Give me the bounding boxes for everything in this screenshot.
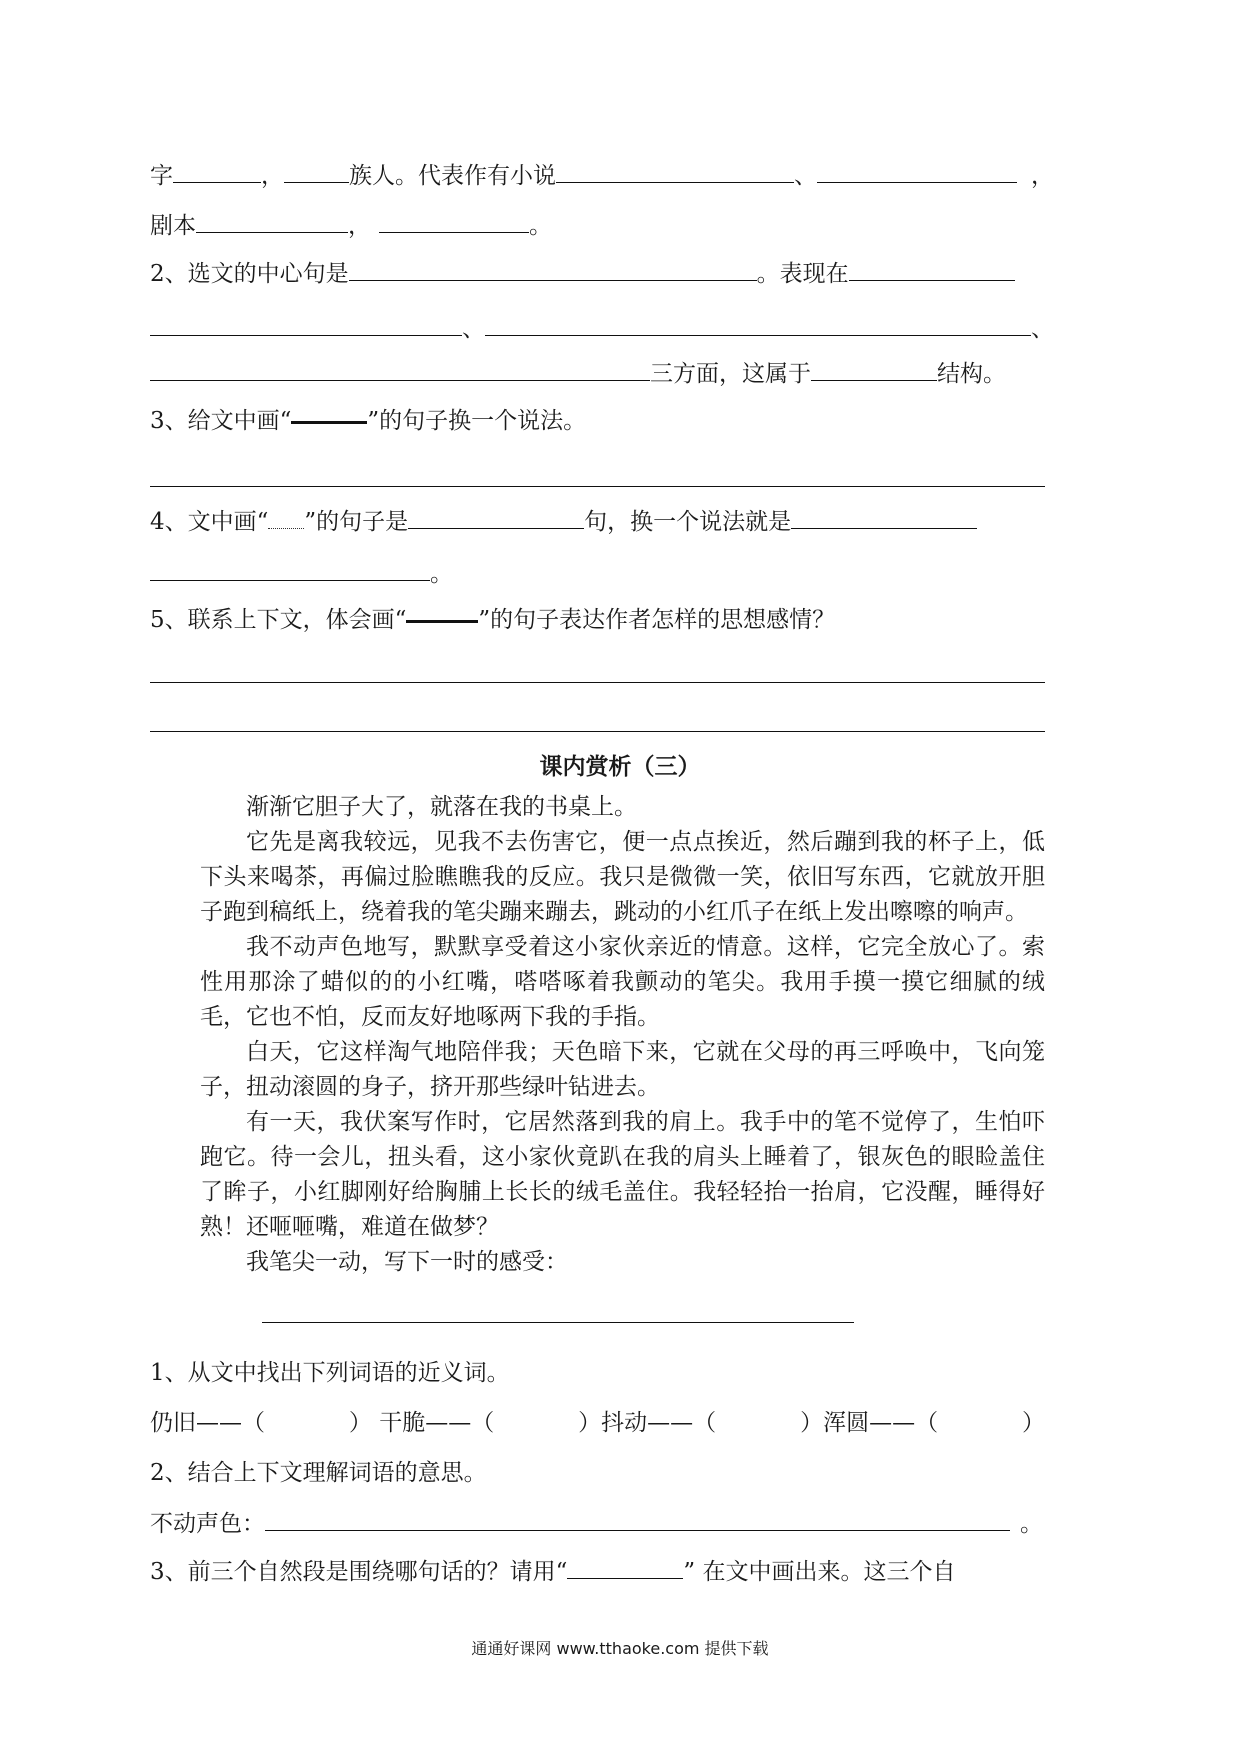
underline-mark xyxy=(291,421,367,424)
question-4-line-2 xyxy=(150,558,1045,589)
blank[interactable] xyxy=(265,1508,1010,1531)
text: 句，换一个说法就是 xyxy=(584,509,792,535)
text: 2、选文的中心句是 xyxy=(150,261,349,287)
text: 、 xyxy=(1031,316,1054,342)
text: 3、给文中画“ xyxy=(150,408,292,434)
blank[interactable] xyxy=(485,313,1031,336)
text: 。 xyxy=(430,561,453,587)
blank[interactable] xyxy=(379,210,529,233)
blank[interactable] xyxy=(284,160,349,183)
blank[interactable] xyxy=(811,358,937,381)
passage xyxy=(200,790,1045,1280)
text: 剧本 xyxy=(150,213,196,239)
text: 。 xyxy=(1020,1511,1043,1537)
text: 字 xyxy=(150,163,173,189)
question-2-line-3 xyxy=(150,358,1045,389)
blank[interactable] xyxy=(150,358,650,381)
text: 4、文中画“ xyxy=(150,509,269,535)
text: 。 xyxy=(529,213,552,239)
question-4 xyxy=(150,506,1045,537)
blank[interactable] xyxy=(567,1556,683,1579)
text: 、 xyxy=(794,163,817,189)
answer-line[interactable] xyxy=(150,486,1045,487)
blank[interactable] xyxy=(556,160,794,183)
blank[interactable] xyxy=(196,210,348,233)
blank[interactable] xyxy=(408,506,584,529)
fill-line-2 xyxy=(150,210,1045,241)
text: ” 在文中画出来。这三个自 xyxy=(683,1559,956,1585)
answer-line[interactable] xyxy=(150,682,1045,683)
blank[interactable] xyxy=(349,258,757,281)
answer-line[interactable] xyxy=(262,1322,854,1323)
text: ）抖动——（ xyxy=(578,1410,717,1436)
blank[interactable] xyxy=(150,313,462,336)
text: 2、结合上下文理解词语的意思。 xyxy=(150,1460,487,1486)
fill-line-1 xyxy=(150,160,1054,191)
blank[interactable] xyxy=(150,558,430,581)
paragraph: 我不动声色地写，默默享受着这小家伙亲近的情意。这样，它完全放心了。索性用那涂了蜡似的的小红嘴，嗒嗒啄着我颤动的笔尖。我用手摸一摸它细腻的绒毛，它也不怕，反而友好地啄两下我的手指。 xyxy=(200,934,1045,1030)
blank[interactable] xyxy=(849,258,1015,281)
text: 3、前三个自然段是围绕哪句话的？请用“ xyxy=(150,1559,568,1585)
text: ， xyxy=(1031,163,1054,189)
question2-1 xyxy=(150,1358,1045,1388)
text: 结构。 xyxy=(937,361,1006,387)
text: ”的句子是 xyxy=(304,509,409,535)
text: 不动声色： xyxy=(150,1511,265,1537)
text: ， xyxy=(348,213,371,239)
question2-2 xyxy=(150,1458,1045,1488)
section-title: 课内赏析（三） xyxy=(539,753,701,780)
question2-3 xyxy=(150,1556,1045,1587)
text: 族人。代表作有小说 xyxy=(349,163,556,189)
question-5 xyxy=(150,605,1045,635)
text: 5、联系上下文，体会画“ xyxy=(150,607,407,633)
question-2-line-2 xyxy=(150,313,1054,344)
wavy-mark xyxy=(268,518,304,529)
text: 、 xyxy=(462,316,485,342)
blank[interactable] xyxy=(791,506,977,529)
text: 1、从文中找出下列词语的近义词。 xyxy=(150,1360,510,1386)
text: ”的句子表达作者怎样的思想感情？ xyxy=(478,607,836,633)
blank[interactable] xyxy=(817,160,1017,183)
text: ， xyxy=(261,163,284,189)
paragraph: 有一天，我伏案写作时，它居然落到我的肩上。我手中的笔不觉停了，生怕吓跑它。待一会儿，扭头看，这小家伙竟趴在我的肩头上睡着了，银灰色的眼睑盖住了眸子，小红脚刚好给胸脯上长长的绒毛盖住。我轻轻抬一抬肩，它没醒，睡得好熟！还咂咂嘴，难道在做梦？ xyxy=(200,1109,1045,1240)
text: 仍旧——（ xyxy=(150,1410,265,1436)
paragraph: 它先是离我较远，见我不去伤害它，便一点点挨近，然后蹦到我的杯子上，低下头来喝茶，再偏过脸瞧瞧我的反应。我只是微微一笑，依旧写东西，它就放开胆子跑到稿纸上，绕着我的笔尖蹦来蹦去，跳动的小红爪子在纸上发出嚓嚓的响声。 xyxy=(200,829,1045,925)
text: ”的句子换一个说法。 xyxy=(367,408,587,434)
underline-mark xyxy=(406,620,478,623)
footer: 通通好课网 www.tthaoke.com 提供下载 xyxy=(471,1639,769,1658)
text: ） xyxy=(1022,1410,1045,1436)
answer-line[interactable] xyxy=(150,731,1045,732)
text: ） 干脆——（ xyxy=(348,1410,495,1436)
synonym-line xyxy=(150,1408,1045,1438)
paragraph: 我笔尖一动，写下一时的感受： xyxy=(246,1249,568,1275)
text: 三方面，这属于 xyxy=(650,361,811,387)
paragraph: 白天，它这样淘气地陪伴我；天色暗下来，它就在父母的再三呼唤中，飞向笼子，扭动滚圆的身子，挤开那些绿叶钻进去。 xyxy=(200,1039,1045,1100)
text: ）浑圆——（ xyxy=(800,1410,939,1436)
question-2 xyxy=(150,258,1045,289)
paragraph: 渐渐它胆子大了，就落在我的书桌上。 xyxy=(246,794,637,820)
question-3 xyxy=(150,406,1045,436)
text: 。表现在 xyxy=(756,261,849,287)
question2-2-word xyxy=(150,1508,1045,1539)
blank[interactable] xyxy=(173,160,261,183)
